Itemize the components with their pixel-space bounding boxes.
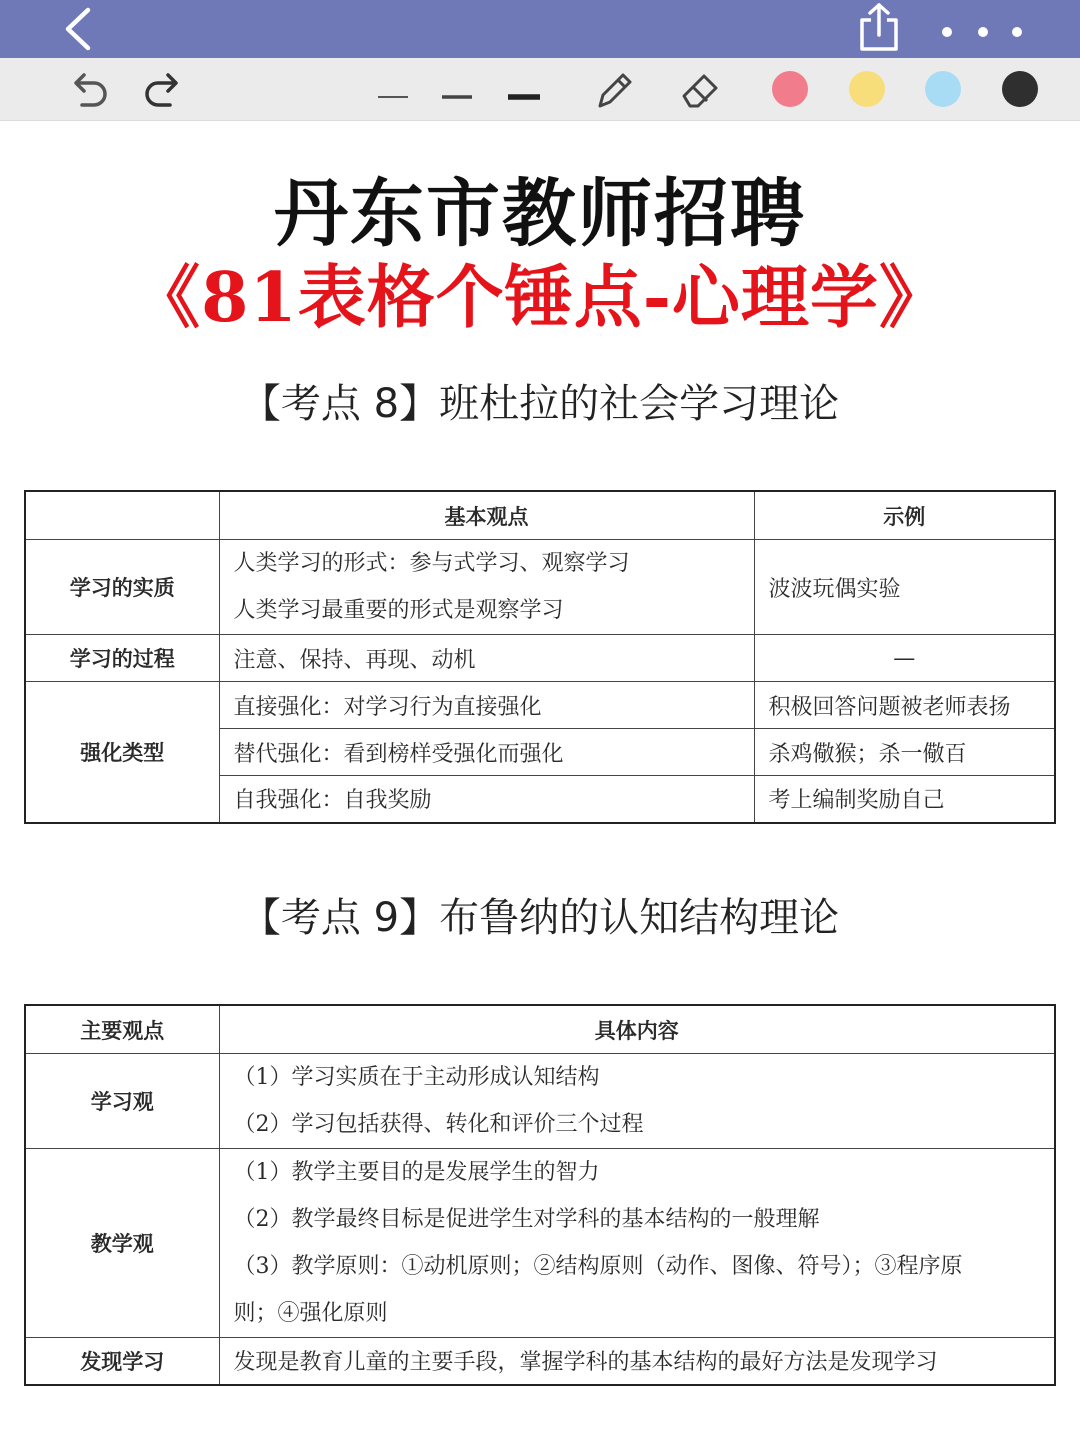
row-label: 发现学习 — [25, 1338, 219, 1385]
section8-title: 【考点 8】班杜拉的社会学习理论 — [240, 381, 840, 427]
bruner-table — [24, 1004, 1056, 1386]
cell-line: （1）教学主要目的是发展学生的智力 — [233, 1160, 600, 1185]
top-nav-bar — [0, 0, 1080, 58]
more-dots-icon[interactable] — [936, 16, 1028, 46]
table-row — [25, 635, 1055, 682]
table-cell: 发现是教育儿童的主要手段，掌握学科的基本结构的最好方法是发现学习 — [219, 1338, 1055, 1385]
row-label: 学习的过程 — [25, 635, 219, 682]
table-cell — [219, 540, 754, 635]
eraser-icon[interactable] — [676, 66, 724, 112]
column-header: 主要观点 — [25, 1005, 219, 1054]
table-cell: — — [754, 635, 1055, 682]
black-color-swatch[interactable] — [1002, 71, 1038, 107]
cell-line: （1）学习实质在于主动形成认知结构 — [233, 1065, 600, 1090]
table-row — [25, 1149, 1055, 1338]
column-header — [25, 491, 219, 540]
drawing-toolbar — [0, 58, 1080, 121]
yellow-color-swatch[interactable] — [849, 71, 885, 107]
page-title: 丹东市教师招聘 — [274, 171, 806, 257]
table-cell: 注意、保持、再现、动机 — [219, 635, 754, 682]
redo-icon[interactable] — [140, 66, 188, 112]
table-row — [25, 1054, 1055, 1149]
section9-title: 【考点 9】布鲁纳的认知结构理论 — [240, 895, 840, 941]
cell-line: 人类学习的形式：参与式学习、观察学习 — [233, 551, 630, 576]
table-row — [25, 540, 1055, 635]
bandura-table — [24, 490, 1056, 824]
table-cell: 积极回答问题被老师表扬 — [754, 682, 1055, 729]
row-label: 学习观 — [25, 1054, 219, 1149]
table-cell — [219, 1054, 1055, 1149]
table-cell: 杀鸡儆猴；杀一儆百 — [754, 729, 1055, 776]
row-label: 学习的实质 — [25, 540, 219, 635]
thin-line-icon[interactable] — [370, 66, 418, 112]
share-icon[interactable] — [856, 2, 902, 54]
table-row — [25, 682, 1055, 729]
page-subtitle: 《81表格个锤点-心理学》 — [132, 258, 948, 338]
light-blue-color-swatch[interactable] — [925, 71, 961, 107]
table-header-row — [25, 1005, 1055, 1054]
chevron-left-icon[interactable] — [58, 6, 98, 52]
cell-line: （2）学习包括获得、转化和评价三个过程 — [233, 1112, 644, 1137]
table-cell — [219, 1149, 1055, 1338]
undo-icon[interactable] — [64, 66, 112, 112]
table-cell: 直接强化：对学习行为直接强化 — [219, 682, 754, 729]
row-label: 教学观 — [25, 1149, 219, 1338]
thick-line-icon[interactable] — [500, 66, 548, 112]
table-cell: 考上编制奖励自己 — [754, 776, 1055, 823]
column-header: 基本观点 — [219, 491, 754, 540]
column-header: 具体内容 — [219, 1005, 1055, 1054]
pencil-icon[interactable] — [590, 66, 638, 112]
cell-line: （2）教学最终目标是促进学生对学科的基本结构的一般理解 — [233, 1207, 820, 1232]
medium-line-icon[interactable] — [434, 66, 482, 112]
pink-color-swatch[interactable] — [772, 71, 808, 107]
cell-line: （3）教学原则：①动机原则；②结构原则（动作、图像、符号）；③程序原 — [233, 1254, 963, 1279]
table-header-row — [25, 491, 1055, 540]
table-cell: 自我强化：自我奖励 — [219, 776, 754, 823]
column-header: 示例 — [754, 491, 1055, 540]
cell-line: 则；④强化原则 — [233, 1301, 388, 1326]
row-label: 强化类型 — [25, 682, 219, 823]
table-cell: 替代强化：看到榜样受强化而强化 — [219, 729, 754, 776]
cell-line: 人类学习最重要的形式是观察学习 — [233, 598, 564, 623]
table-cell: 波波玩偶实验 — [754, 540, 1055, 635]
table-row — [25, 1338, 1055, 1385]
